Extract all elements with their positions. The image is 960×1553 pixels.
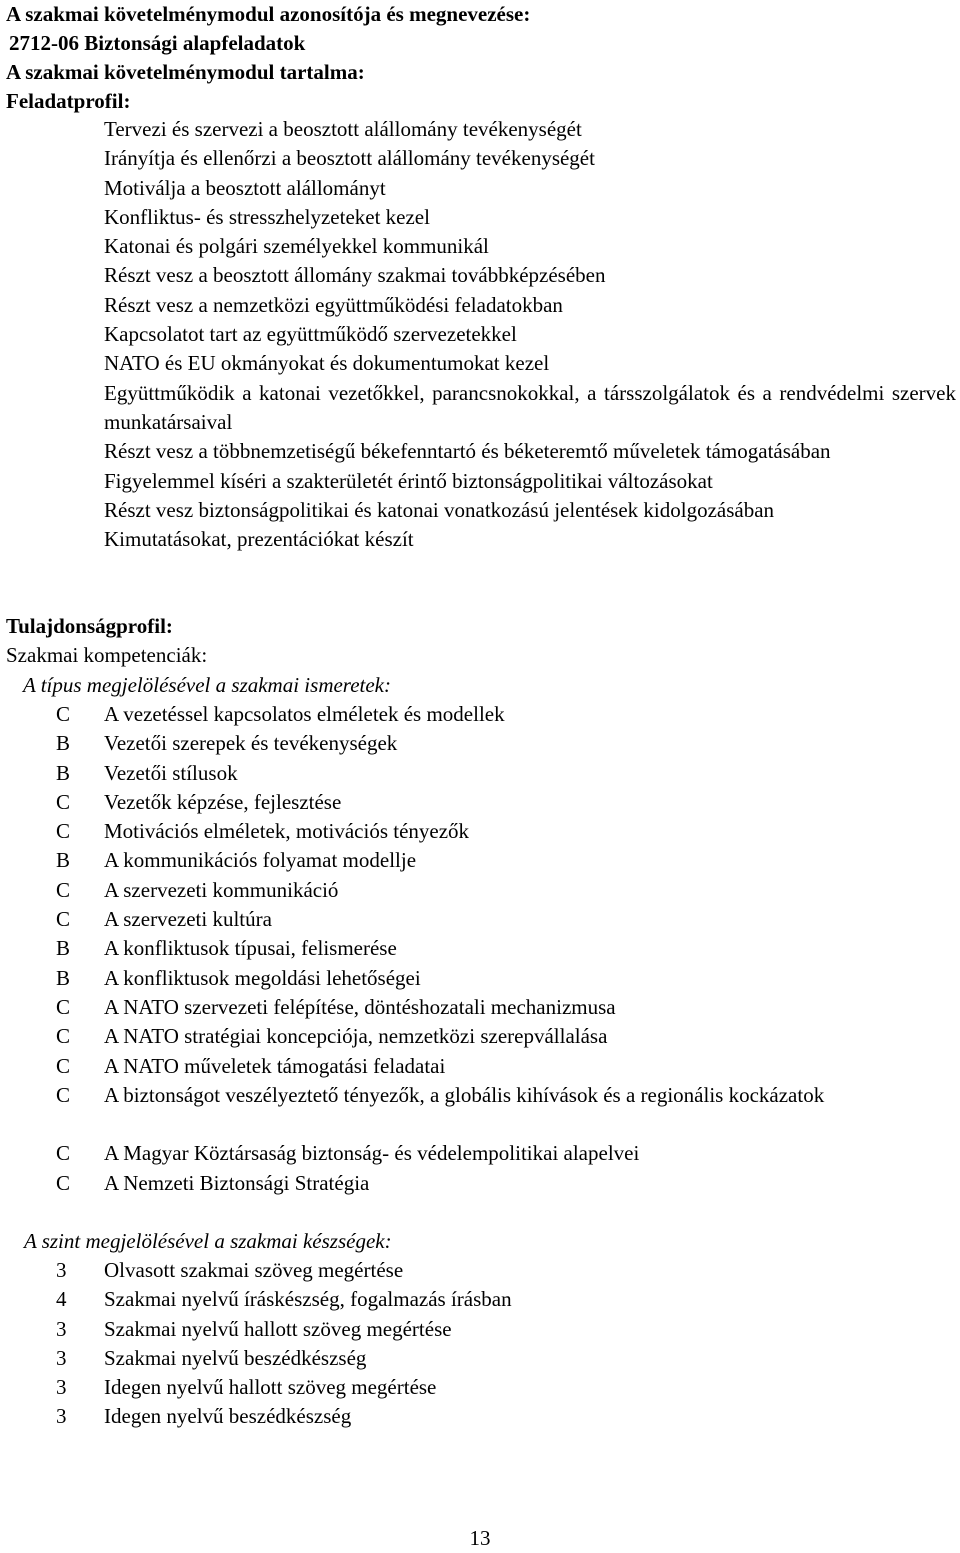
- list-item: Irányítja és ellenőrzi a beosztott alállomány tevékenységét: [104, 146, 595, 171]
- module-id-label: A szakmai követelménymodul azonosítója és megnevezése:: [6, 2, 531, 26]
- skill-text: Idegen nyelvű hallott szöveg megértése: [104, 1375, 437, 1400]
- skill-level: 3: [56, 1404, 67, 1429]
- skill-text: Szakmai nyelvű hallott szöveg megértése: [104, 1316, 452, 1341]
- knowledge-list: [56, 700, 956, 1198]
- list-item: [56, 817, 956, 846]
- list-item: [56, 1022, 956, 1051]
- knowledge-text: Vezetők képzése, fejlesztése: [104, 789, 342, 814]
- list-item: [56, 729, 956, 758]
- module-id: 2712-06 Biztonsági alapfeladatok: [9, 31, 306, 55]
- knowledge-text: A szervezeti kultúra: [104, 907, 272, 932]
- list-item: Katonai és polgári személyekkel kommunikál: [104, 234, 489, 259]
- knowledge-code: C: [56, 1141, 71, 1166]
- knowledge-code: B: [56, 760, 71, 785]
- competencies-label: Szakmai kompetenciák:: [6, 643, 208, 668]
- page-number: 13: [469, 1526, 491, 1550]
- skill-text: Szakmai nyelvű beszédkészség: [104, 1345, 367, 1370]
- knowledge-text: A szervezeti kommunikáció: [104, 877, 339, 902]
- skills-label: A szint megjelölésével a szakmai készségek:: [24, 1229, 392, 1253]
- list-item: Együttműködik a katonai vezetőkkel, parancsnokokkal, a társszolgálatok és a rendvédelmi szervek munkatársaival: [104, 380, 956, 434]
- list-item: [56, 1373, 956, 1402]
- knowledge-text: A konfliktusok típusai, felismerése: [104, 936, 397, 961]
- list-item: Motiválja a beosztott alállományt: [104, 175, 386, 200]
- list-item: Konfliktus- és stresszhelyzeteket kezel: [104, 204, 430, 229]
- content-label: A szakmai követelménymodul tartalma:: [6, 60, 365, 84]
- list-item: [56, 934, 956, 963]
- skill-level: 3: [56, 1345, 67, 1370]
- list-item: [56, 788, 956, 817]
- skill-level: 3: [56, 1375, 67, 1400]
- skill-level: 3: [56, 1258, 67, 1282]
- knowledge-code: C: [56, 1082, 71, 1107]
- knowledge-text: A NATO műveletek támogatási feladatai: [104, 1053, 446, 1078]
- knowledge-text: Motivációs elméletek, motivációs tényezők: [104, 819, 470, 844]
- task-profile-list: [104, 115, 956, 554]
- list-item: Részt vesz a nemzetközi együttműködési feladatokban: [104, 292, 563, 317]
- knowledge-text: A biztonságot veszélyeztető tényezők, a globális kihívások és a regionális kockázatok: [104, 1082, 825, 1107]
- knowledge-text: A Nemzeti Biztonsági Stratégia: [104, 1170, 370, 1195]
- list-item: [56, 1139, 956, 1168]
- skill-text: Idegen nyelvű beszédkészség: [104, 1404, 352, 1429]
- knowledge-text: A kommunikációs folyamat modellje: [104, 848, 417, 873]
- list-item: [56, 1315, 956, 1344]
- list-item: NATO és EU okmányokat és dokumentumokat kezel: [104, 351, 550, 376]
- list-item: [56, 1169, 956, 1198]
- knowledge-code: B: [56, 965, 71, 990]
- knowledge-text: A NATO szervezeti felépítése, döntéshozatali mechanizmusa: [104, 994, 616, 1019]
- knowledge-code: C: [56, 877, 71, 902]
- knowledge-code: C: [56, 819, 71, 844]
- knowledge-code: B: [56, 731, 71, 756]
- knowledge-text: A NATO stratégiai koncepciója, nemzetközi szerepvállalása: [104, 1024, 608, 1049]
- knowledge-code: C: [56, 1024, 71, 1049]
- knowledge-text: Vezetői stílusok: [104, 760, 238, 785]
- list-item: Figyelemmel kíséri a szakterületét érintő biztonságpolitikai változásokat: [104, 468, 713, 493]
- list-item: [56, 846, 956, 875]
- skill-text: Szakmai nyelvű íráskészség, fogalmazás írásban: [104, 1287, 512, 1312]
- knowledge-label: A típus megjelölésével a szakmai ismeretek:: [23, 672, 391, 697]
- list-item: [56, 905, 956, 934]
- knowledge-text: Vezetői szerepek és tevékenységek: [104, 731, 398, 756]
- skill-level: 3: [56, 1316, 67, 1341]
- list-item: [56, 993, 956, 1022]
- list-item: Tervezi és szervezi a beosztott alállomány tevékenységét: [104, 117, 582, 141]
- skill-level: 4: [56, 1287, 67, 1312]
- list-item: Részt vesz a többnemzetiségű békefenntartó és béketeremtő műveletek támogatásában: [104, 439, 831, 464]
- list-item: Részt vesz biztonságpolitikai és katonai vonatkozású jelentések kidolgozásában: [104, 497, 775, 522]
- list-item: [56, 1344, 956, 1373]
- task-profile-label: Feladatprofil:: [6, 89, 131, 113]
- list-item: [56, 1081, 956, 1140]
- list-item: Kimutatásokat, prezentációkat készít: [104, 527, 414, 552]
- list-item: [56, 1402, 956, 1431]
- knowledge-code: B: [56, 936, 71, 961]
- list-item: Kapcsolatot tart az együttműködő szervezetekkel: [104, 322, 517, 347]
- list-item: [56, 1285, 956, 1314]
- list-item: [56, 964, 956, 993]
- knowledge-text: A konfliktusok megoldási lehetőségei: [104, 965, 421, 990]
- knowledge-code: C: [56, 994, 71, 1019]
- list-item: [56, 876, 956, 905]
- knowledge-code: C: [56, 1053, 71, 1078]
- knowledge-code: C: [56, 907, 71, 932]
- knowledge-text: A vezetéssel kapcsolatos elméletek és modellek: [104, 702, 505, 726]
- knowledge-code: C: [56, 702, 71, 726]
- list-item: [56, 1052, 956, 1081]
- knowledge-code: C: [56, 789, 71, 814]
- knowledge-code: B: [56, 848, 71, 873]
- list-item: Részt vesz a beosztott állomány szakmai továbbképzésében: [104, 263, 606, 288]
- list-item: [56, 700, 956, 729]
- knowledge-text: A Magyar Köztársaság biztonság- és védelempolitikai alapelvei: [104, 1141, 640, 1166]
- skill-text: Olvasott szakmai szöveg megértése: [104, 1258, 404, 1282]
- property-profile-label: Tulajdonságprofil:: [6, 614, 173, 638]
- property-profile-section: [6, 612, 391, 700]
- knowledge-code: C: [56, 1170, 71, 1195]
- skills-list: [56, 1256, 956, 1432]
- list-item: [56, 759, 956, 788]
- list-item: [56, 1256, 956, 1285]
